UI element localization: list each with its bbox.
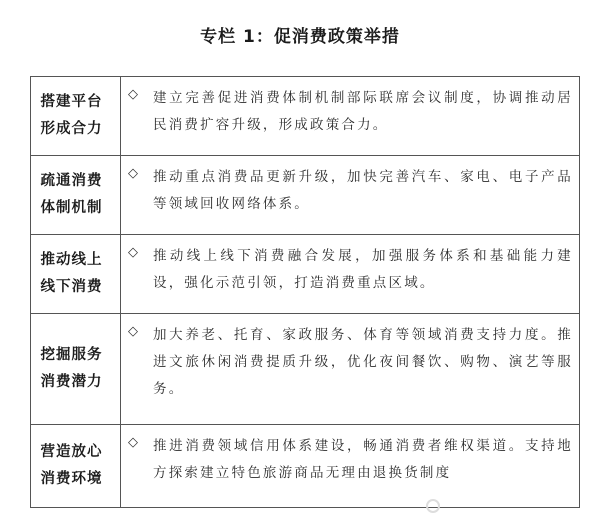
row-content: 建立完善促进消费体制机制部际联席会议制度，协调推动居民消费扩容升级，形成政策合力。: [153, 90, 573, 133]
watermark: [426, 496, 586, 516]
row-label: 搭建平台形成合力: [40, 94, 103, 137]
watermark-logo-icon: [426, 499, 440, 513]
row-label-cell: [31, 77, 121, 155]
row-label-cell: [31, 425, 121, 507]
row-content: 推进消费领域信用体系建设，畅通消费者维权渠道。支持地方探索建立特色旅游商品无理由退换货制度: [153, 438, 573, 481]
diamond-bullet-icon: ◇: [128, 435, 138, 450]
page-title: 专栏 1：促消费政策举措: [200, 27, 400, 47]
row-label-cell: [31, 235, 121, 313]
table-row: [31, 425, 579, 507]
row-content: 加大养老、托育、家政服务、体育等领域消费支持力度。推进文旅休闲消费提质升级，优化夜间餐饮、购物、演艺等服务。: [153, 327, 573, 397]
policy-table: [30, 76, 580, 508]
table-row: [31, 314, 579, 425]
diamond-bullet-icon: ◇: [128, 324, 138, 339]
row-label: 挖掘服务消费潜力: [40, 347, 103, 390]
table-row: [31, 235, 579, 314]
diamond-bullet-icon: ◇: [128, 245, 138, 260]
diamond-bullet-icon: ◇: [128, 166, 138, 181]
table-row: [31, 156, 579, 235]
table-row: [31, 77, 579, 156]
row-label-cell: [31, 156, 121, 234]
row-label: 疏通消费体制机制: [40, 173, 103, 216]
row-label: 营造放心消费环境: [40, 444, 103, 487]
row-content: 推动重点消费品更新升级，加快完善汽车、家电、电子产品等领域回收网络体系。: [153, 169, 573, 212]
row-label: 推动线上线下消费: [40, 252, 103, 295]
row-label-cell: [31, 314, 121, 424]
diamond-bullet-icon: ◇: [128, 87, 138, 102]
row-content: 推动线上线下消费融合发展，加强服务体系和基础能力建设，强化示范引领，打造消费重点区域。: [153, 248, 573, 291]
